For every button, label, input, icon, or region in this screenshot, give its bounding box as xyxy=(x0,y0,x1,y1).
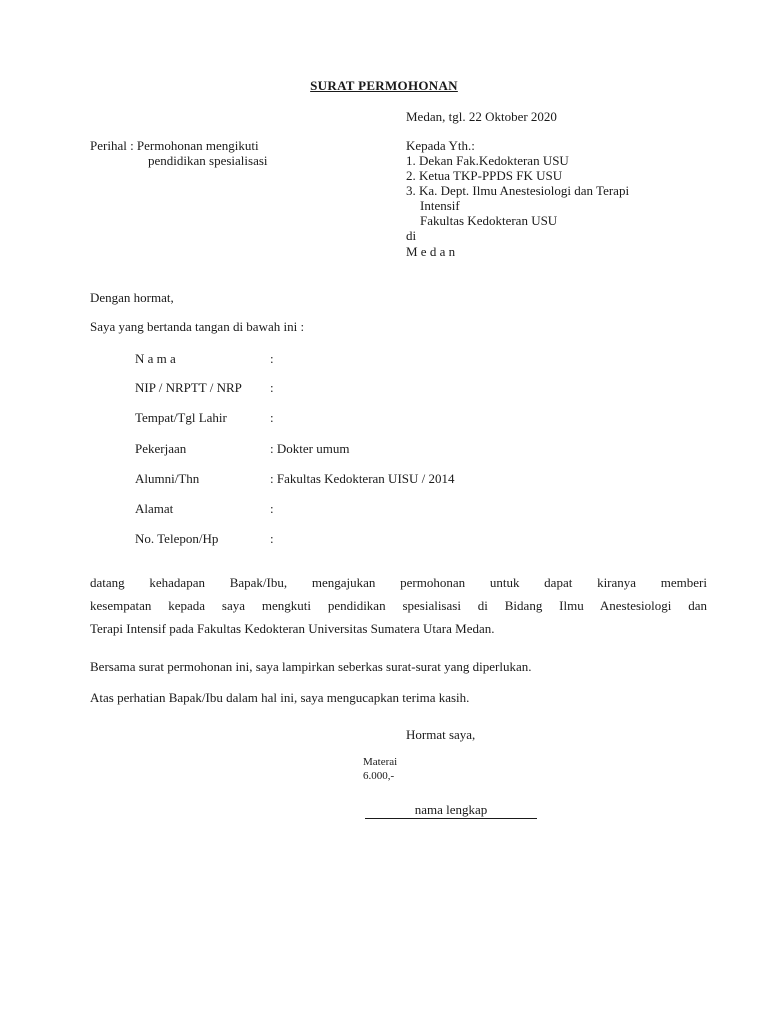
field-label: Alumni/Thn xyxy=(135,471,200,486)
recipient-line: 2. Ketua TKP-PPDS FK USU xyxy=(406,168,563,183)
stamp-label: Materai xyxy=(363,756,398,768)
stamp-amount: 6.000,- xyxy=(363,770,395,782)
perihal-label: Perihal : Permohonan mengikuti xyxy=(90,138,259,153)
body-line: datang kehadapan Bapak/Ibu, mengajukan permohonan untuk dapat kiranya memberi xyxy=(90,575,707,590)
field-label: Pekerjaan xyxy=(135,441,187,456)
attachment-note: Bersama surat permohonan ini, saya lampirkan seberkas surat-surat yang diperlukan. xyxy=(90,659,532,674)
perihal-continuation: pendidikan spesialisasi xyxy=(148,153,268,168)
recipient-line: Fakultas Kedokteran USU xyxy=(420,213,558,228)
field-value: : Dokter umum xyxy=(270,441,350,456)
recipient-heading: Kepada Yth.: xyxy=(406,138,475,153)
body-line: kesempatan kepada saya mengkuti pendidikan spesialisasi di Bidang Ilmu Anestesiologi dan xyxy=(90,598,707,613)
field-value: : xyxy=(270,501,274,516)
recipient-line: 3. Ka. Dept. Ilmu Anestesiologi dan Terapi xyxy=(406,183,630,198)
recipient-di: di xyxy=(406,228,417,243)
field-label: Tempat/Tgl Lahir xyxy=(135,410,227,425)
field-value: : xyxy=(270,410,274,425)
salutation: Dengan hormat, xyxy=(90,290,174,305)
signature-name: nama lengkap xyxy=(365,802,537,819)
field-label: Alamat xyxy=(135,501,174,516)
intro-line: Saya yang bertanda tangan di bawah ini : xyxy=(90,319,305,334)
recipient-line: Intensif xyxy=(420,198,460,213)
recipient-city: M e d a n xyxy=(406,244,456,259)
thanks-line: Atas perhatian Bapak/Ibu dalam hal ini, saya mengucapkan terima kasih. xyxy=(90,690,470,705)
field-value: : xyxy=(270,380,274,395)
recipient-line: 1. Dekan Fak.Kedokteran USU xyxy=(406,153,569,168)
field-label: NIP / NRPTT / NRP xyxy=(135,380,242,395)
body-line: Terapi Intensif pada Fakultas Kedokteran Universitas Sumatera Utara Medan. xyxy=(90,621,495,636)
field-label: No. Telepon/Hp xyxy=(135,531,219,546)
field-label: N a m a xyxy=(135,351,176,366)
closing: Hormat saya, xyxy=(406,727,476,742)
letter-title: SURAT PERMOHONAN xyxy=(310,78,458,93)
field-value: : Fakultas Kedokteran UISU / 2014 xyxy=(270,471,455,486)
field-value: : xyxy=(270,351,274,366)
field-value: : xyxy=(270,531,274,546)
place-date: Medan, tgl. 22 Oktober 2020 xyxy=(406,109,557,124)
